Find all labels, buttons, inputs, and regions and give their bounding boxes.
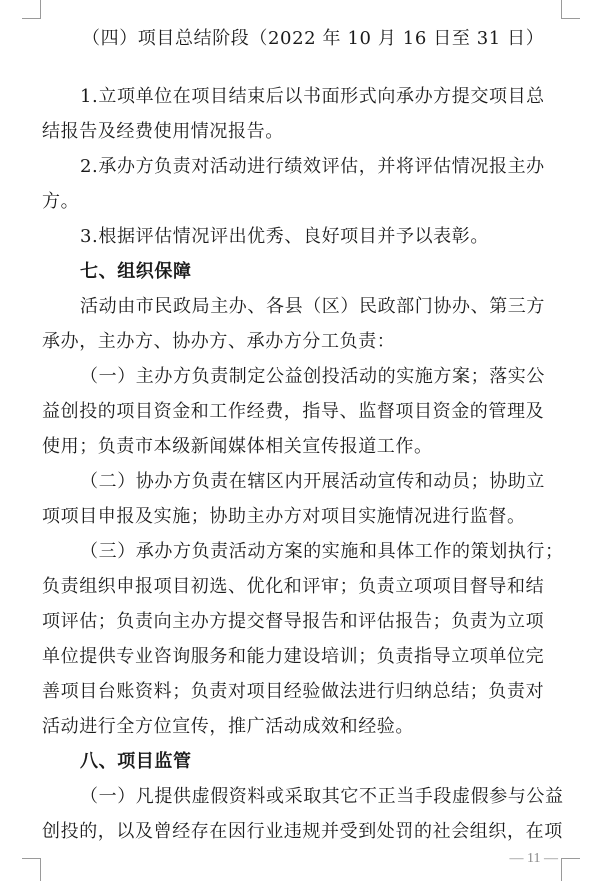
crop-mark-bottom-right [561, 858, 580, 881]
paragraph-line: 活动进行全方位宣传，推广活动成效和经验。 [42, 716, 414, 737]
section-8-heading: 八、项目监管 [80, 751, 192, 772]
paragraph-line: 项项目申报及实施；协助主办方对项目实施情况进行监督。 [42, 506, 526, 527]
section-4-heading: （四）项目总结阶段（2022 年 10 月 16 日至 31 日） [82, 28, 545, 49]
section-7-heading: 七、组织保障 [80, 261, 192, 282]
paragraph-line: 方。 [42, 191, 80, 212]
paragraph-line: 3.根据评估情况评出优秀、良好项目并予以表彰。 [80, 226, 489, 247]
paragraph-line: 活动由市民政局主办、各县（区）民政部门协办、第三方 [80, 296, 545, 317]
paragraph-line: （三）承办方负责活动方案的实施和具体工作的策划执行； [80, 541, 564, 562]
crop-mark-top-left [22, 0, 41, 19]
paragraph-line: 善项目台账资料；负责对项目经验做法进行归纳总结；负责对 [42, 681, 545, 702]
paragraph-line: 项评估；负责向主办方提交督导报告和评估报告；负责为立项 [42, 611, 545, 632]
paragraph-line: （二）协办方负责在辖区内开展活动宣传和动员；协助立 [80, 471, 545, 492]
paragraph-line: 1.立项单位在项目结束后以书面形式向承办方提交项目总 [80, 86, 545, 107]
paragraph-line: 2.承办方负责对活动进行绩效评估，并将评估情况报主办 [80, 156, 545, 177]
crop-mark-bottom-left [22, 858, 41, 881]
page-number: — 11 — [509, 851, 558, 866]
paragraph-line: 创投的，以及曾经存在因行业违规并受到处罚的社会组织，在项 [42, 821, 563, 842]
paragraph-line: 负责组织申报项目初选、优化和评审；负责立项项目督导和结 [42, 576, 545, 597]
paragraph-line: 单位提供专业咨询服务和能力建设培训；负责指导立项单位完 [42, 646, 545, 667]
paragraph-line: 承办，主办方、协办方、承办方分工负责： [42, 331, 396, 352]
paragraph-line: 使用；负责市本级新闻媒体相关宣传报道工作。 [42, 436, 433, 457]
paragraph-line: （一）主办方负责制定公益创投活动的实施方案；落实公 [80, 366, 545, 387]
paragraph-line: 益创投的项目资金和工作经费，指导、监督项目资金的管理及 [42, 401, 545, 422]
paragraph-line: 结报告及经费使用情况报告。 [42, 121, 284, 142]
paragraph-line: （一）凡提供虚假资料或采取其它不正当手段虚假参与公益 [80, 786, 564, 807]
crop-mark-top-right [561, 0, 580, 19]
